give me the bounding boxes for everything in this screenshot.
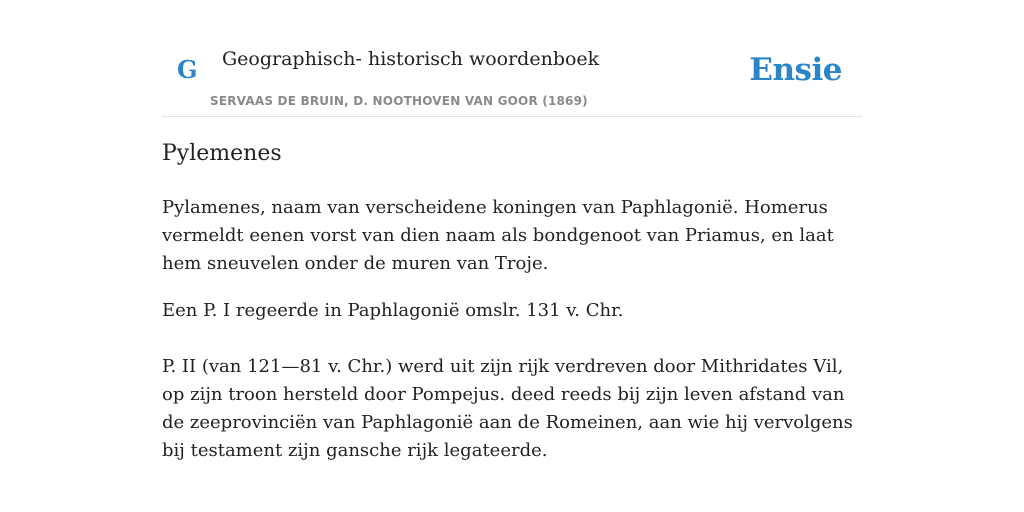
entry-paragraph: Pylamenes, naam van verscheidene koningen van Paphlagonië. Homerus vermeldt eenen vorst van dien naam als bondgenoot van Priamus, en laat hem sneuvelen onder de muren van Troje. xyxy=(162,197,834,274)
book-logo-letter[interactable]: G xyxy=(177,55,198,84)
book-header xyxy=(162,0,862,117)
ensie-logo-link[interactable]: Ensie xyxy=(749,52,842,88)
entry-paragraph: P. II (van 121—81 v. Chr.) werd uit zijn rijk verdreven door Mithridates Vil, op zijn troon hersteld door Pompejus. deed reeds bij zijn leven afstand van de zeeprovinciën van Paphlagonië aan de Romeinen, aan wie hij vervolgens bij testament zijn gansche rijk legateerde. xyxy=(162,356,853,461)
entry-paragraph: Een P. I regeerde in Paphlagonië omslr. 131 v. Chr. xyxy=(162,300,624,321)
entry-title: Pylemenes xyxy=(162,141,282,166)
entry-content xyxy=(162,136,862,484)
book-title[interactable]: Geographisch- historisch woordenboek xyxy=(222,48,600,70)
book-author: SERVAAS DE BRUIN, D. NOOTHOVEN VAN GOOR (1869) xyxy=(210,94,588,108)
